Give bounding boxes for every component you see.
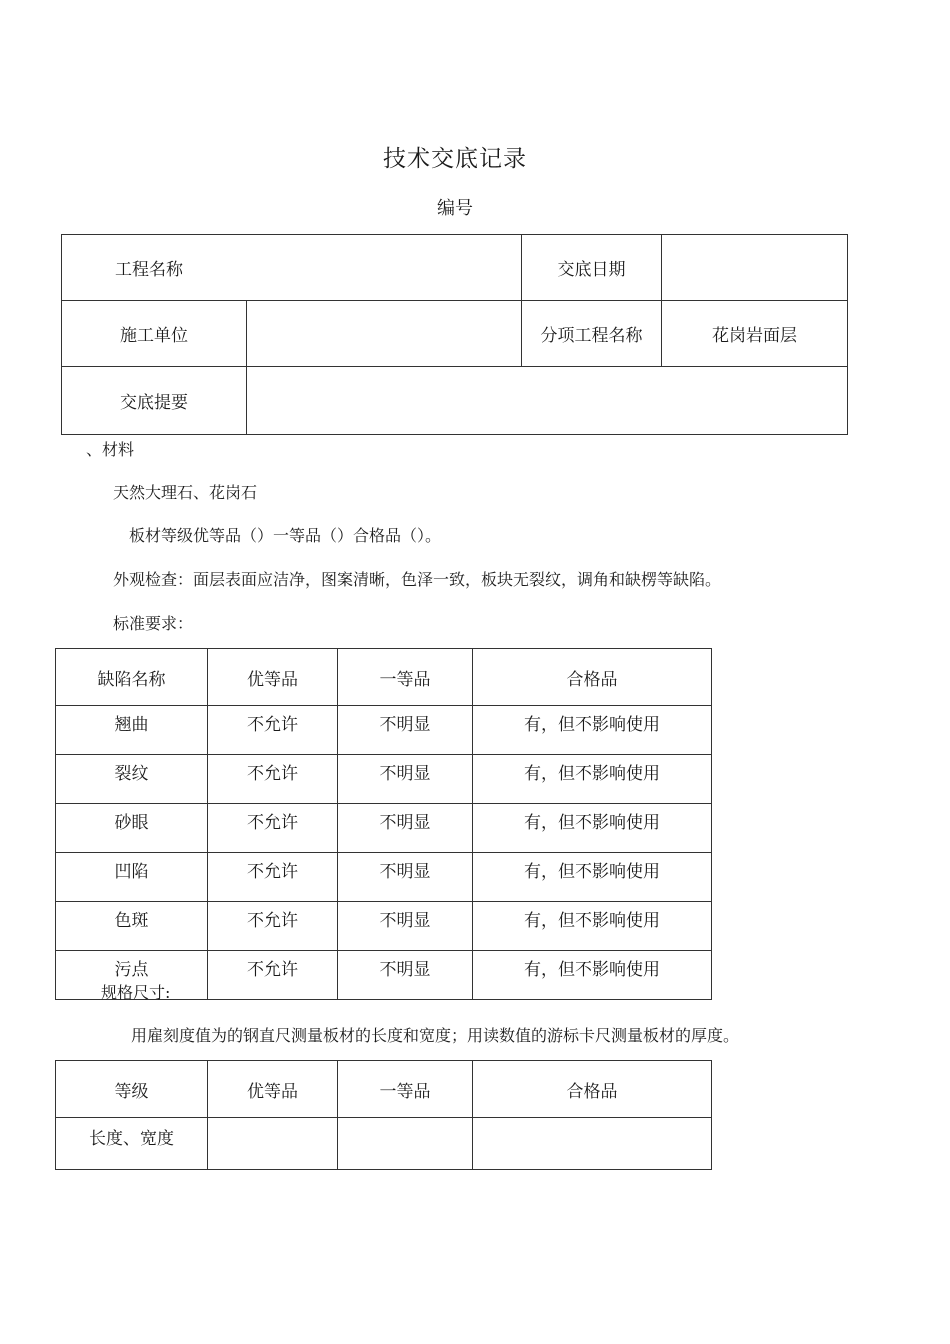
header-cell: 缺陷名称 bbox=[56, 649, 208, 706]
table-row bbox=[56, 853, 712, 902]
number-label: 编号 bbox=[437, 198, 473, 219]
materials-heading: 、材料 bbox=[86, 440, 135, 459]
standard-label: 标准要求： bbox=[113, 614, 194, 633]
summary-label: 交底提要 bbox=[62, 367, 247, 435]
table-row bbox=[56, 1118, 712, 1170]
grade-premium: 不允许 bbox=[208, 706, 338, 755]
subitem-value: 花岗岩面层 bbox=[662, 301, 848, 367]
grade-qualified: 有，但不影响使用 bbox=[473, 755, 712, 804]
grade-first: 不明显 bbox=[338, 706, 473, 755]
table-header-row bbox=[56, 649, 712, 706]
header-cell: 合格品 bbox=[473, 649, 712, 706]
grade-premium: 不允许 bbox=[208, 902, 338, 951]
table-row bbox=[56, 706, 712, 755]
info-table bbox=[61, 234, 848, 435]
header-cell: 优等品 bbox=[208, 649, 338, 706]
grade-premium: 不允许 bbox=[208, 853, 338, 902]
project-name-cell bbox=[62, 235, 522, 301]
spec-name: 长度、宽度 bbox=[56, 1118, 208, 1170]
defect-name: 凹陷 bbox=[56, 853, 208, 902]
grade-premium: 不允许 bbox=[208, 755, 338, 804]
spec-qualified bbox=[473, 1118, 712, 1170]
header-cell: 等级 bbox=[56, 1061, 208, 1118]
defect-name: 砂眼 bbox=[56, 804, 208, 853]
materials-types: 天然大理石、花岗石 bbox=[113, 483, 258, 502]
grade-qualified: 有，但不影响使用 bbox=[473, 853, 712, 902]
grade-premium: 不允许 bbox=[208, 804, 338, 853]
summary-value bbox=[247, 367, 848, 435]
spec-table bbox=[55, 1060, 712, 1170]
project-name-label: 工程名称 bbox=[115, 260, 183, 280]
date-label: 交底日期 bbox=[522, 235, 662, 301]
grade-premium: 不允许 bbox=[208, 951, 338, 1000]
unit-label: 施工单位 bbox=[62, 301, 247, 367]
grade-first: 不明显 bbox=[338, 902, 473, 951]
unit-value bbox=[247, 301, 522, 367]
defect-name: 翘曲 bbox=[56, 706, 208, 755]
grade-line: 板材等级优等品（）一等品（）合格品（）。 bbox=[129, 526, 442, 545]
header-cell: 一等品 bbox=[338, 1061, 473, 1118]
grade-qualified: 有，但不影响使用 bbox=[473, 804, 712, 853]
defect-name: 裂纹 bbox=[56, 755, 208, 804]
date-value bbox=[662, 235, 848, 301]
grade-qualified: 有，但不影响使用 bbox=[473, 951, 712, 1000]
defect-name: 污点 bbox=[56, 951, 208, 1000]
spec-heading: 规格尺寸: bbox=[101, 983, 171, 1002]
header-cell: 优等品 bbox=[208, 1061, 338, 1118]
grade-first: 不明显 bbox=[338, 951, 473, 1000]
header-cell: 合格品 bbox=[473, 1061, 712, 1118]
table-row bbox=[56, 902, 712, 951]
grade-first: 不明显 bbox=[338, 853, 473, 902]
table-header-row bbox=[56, 1061, 712, 1118]
grade-first: 不明显 bbox=[338, 804, 473, 853]
grade-qualified: 有，但不影响使用 bbox=[473, 706, 712, 755]
grade-first: 不明显 bbox=[338, 755, 473, 804]
spec-method: 用雇刻度值为的钢直尺测量板材的长度和宽度；用读数值的游标卡尺测量板材的厚度。 bbox=[131, 1026, 740, 1045]
grade-qualified: 有，但不影响使用 bbox=[473, 902, 712, 951]
header-cell: 一等品 bbox=[338, 649, 473, 706]
spec-first bbox=[338, 1118, 473, 1170]
table-row bbox=[56, 755, 712, 804]
defects-table bbox=[55, 648, 712, 1000]
spec-premium bbox=[208, 1118, 338, 1170]
page-title: 技术交底记录 bbox=[383, 146, 527, 172]
table-row bbox=[56, 804, 712, 853]
subitem-label: 分项工程名称 bbox=[522, 301, 662, 367]
appearance-check: 外观检查：面层表面应洁净，图案清晰，色泽一致，板块无裂纹，调角和缺楞等缺陷。 bbox=[113, 570, 722, 589]
defect-name: 色斑 bbox=[56, 902, 208, 951]
